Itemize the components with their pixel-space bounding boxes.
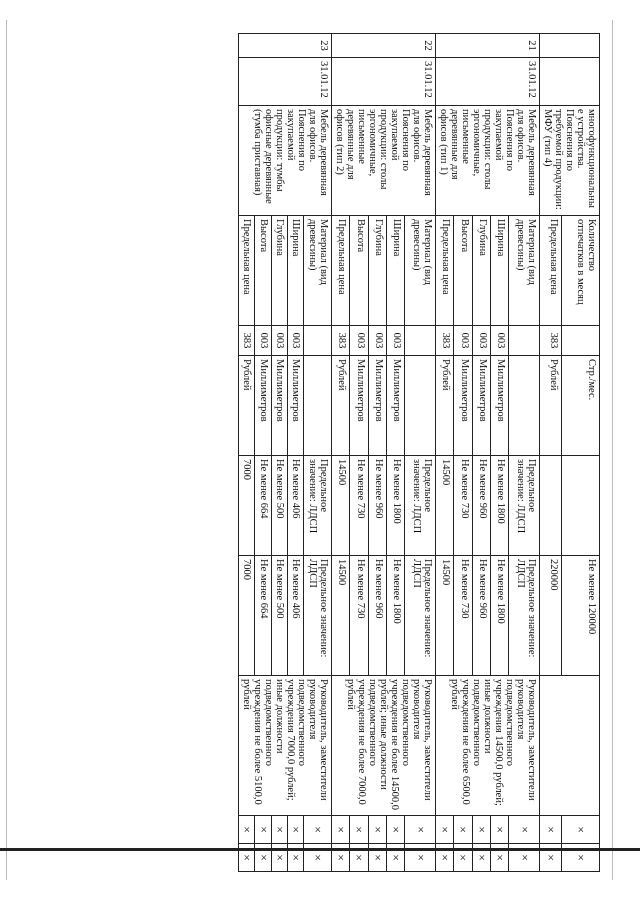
value-approved-cell: Не менее 960 — [368, 456, 386, 556]
mark-cell: × — [332, 816, 350, 844]
value-limit-cell: Не менее 730 — [350, 556, 368, 676]
unit-cell: Миллиметров — [255, 356, 271, 456]
unit-cell: Миллиметров — [490, 356, 508, 456]
unit-cell — [405, 356, 436, 456]
mark-cell: × — [405, 816, 436, 844]
mark-cell: × — [540, 816, 562, 844]
okei-code-cell: 003 — [490, 326, 508, 356]
mark-cell: × — [490, 844, 508, 872]
value-approved-cell: Не менее 960 — [472, 456, 490, 556]
row-number-cell: 21 — [436, 34, 540, 58]
characteristic-cell: Материал (вид древесины) — [304, 216, 332, 326]
value-limit-cell: 7000 — [239, 556, 255, 676]
mark-cell: × — [386, 844, 404, 872]
value-limit-cell: Предельное значение: ЛДСП — [304, 556, 332, 676]
mark-cell: × — [368, 816, 386, 844]
value-approved-cell: Не менее 730 — [350, 456, 368, 556]
okei-code-cell: 003 — [350, 326, 368, 356]
mark-cell: × — [454, 816, 472, 844]
value-approved-cell: Предельное значение: ЛДСП — [304, 456, 332, 556]
unit-cell: Стр./мес. — [562, 356, 600, 456]
okei-code-cell — [304, 326, 332, 356]
mark-cell: × — [562, 844, 600, 872]
mark-cell: × — [490, 816, 508, 844]
value-limit-cell: Не менее 1800 — [386, 556, 404, 676]
value-limit-cell: Не менее 730 — [454, 556, 472, 676]
table-row — [405, 34, 436, 872]
characteristic-cell: Высота — [255, 216, 271, 326]
mark-cell: × — [288, 844, 304, 872]
value-limit-cell: Не менее 406 — [288, 556, 304, 676]
table-row — [562, 34, 600, 872]
mark-cell: × — [436, 844, 454, 872]
characteristic-cell: Высота — [350, 216, 368, 326]
characteristic-cell: Материал (вид древесины) — [405, 216, 436, 326]
value-approved-cell: 14500 — [332, 456, 350, 556]
mark-cell: × — [271, 816, 287, 844]
position-note-cell: Руководитель, заместители руководителя подведомственного учреждения 14500,0 рублей; иные должности подведомственного учреждения не более 6500,0 рублей — [436, 676, 540, 816]
okei-code-cell — [509, 326, 540, 356]
mark-cell: × — [405, 844, 436, 872]
row-number-cell: 23 — [239, 34, 332, 58]
okei-code-cell — [562, 326, 600, 356]
value-limit-cell: 14500 — [436, 556, 454, 676]
mark-cell: × — [255, 844, 271, 872]
value-approved-cell — [562, 456, 600, 556]
mark-cell: × — [271, 844, 287, 872]
requirements-table — [238, 33, 600, 872]
unit-cell: Миллиметров — [271, 356, 287, 456]
row-number-cell: 22 — [332, 34, 436, 58]
mark-cell: × — [509, 816, 540, 844]
mark-cell: × — [350, 844, 368, 872]
characteristic-cell: Ширина — [386, 216, 404, 326]
mark-cell: × — [239, 844, 255, 872]
okei-code-cell: 003 — [472, 326, 490, 356]
item-description-cell: многофункциональные устройства. Пояснения по требуемой продукции: МФУ (тип 4) — [540, 106, 600, 216]
value-approved-cell: Не менее 500 — [271, 456, 287, 556]
characteristic-cell: Глубина — [271, 216, 287, 326]
value-approved-cell: Не менее 1800 — [386, 456, 404, 556]
okei-code-cell: 383 — [239, 326, 255, 356]
mark-cell: × — [304, 844, 332, 872]
characteristic-cell: Материал (вид древесины) — [509, 216, 540, 326]
value-limit-cell: Не менее 960 — [472, 556, 490, 676]
unit-cell: Рублей — [540, 356, 562, 456]
scan-bottom-bar — [0, 848, 640, 851]
okpd-code-cell: 31.01.12 — [332, 58, 436, 106]
okei-code-cell: 003 — [386, 326, 404, 356]
item-description-cell: Мебель деревянная для офисов. Пояснения по закупаемой продукции: столы эргономичные, письменные деревянные для офисов (тип 2) — [332, 106, 436, 216]
unit-cell: Миллиметров — [472, 356, 490, 456]
position-note-cell: Руководитель, заместители руководителя подведомственного учреждения не более 14500,0 рублей; иные должности подведомственного учреждения не более 7000,0 рублей — [332, 676, 436, 816]
unit-cell: Миллиметров — [386, 356, 404, 456]
okei-code-cell: 383 — [436, 326, 454, 356]
characteristic-cell: Количество отпечатков в месяц — [562, 216, 600, 326]
table-row — [304, 34, 332, 872]
value-limit-cell: Не менее 120000 — [562, 556, 600, 676]
mark-cell: × — [332, 844, 350, 872]
scan-edge-right — [612, 20, 613, 880]
mark-cell: × — [304, 816, 332, 844]
characteristic-cell: Предельная цена — [540, 216, 562, 326]
position-note-cell: Руководитель, заместители руководителя подведомственного учреждения 7000,0 рублей; иные должности подведомственного учреждения не более 5100,0 рублей — [239, 676, 332, 816]
value-limit-cell: Предельное значение: ЛДСП — [405, 556, 436, 676]
unit-cell: Рублей — [239, 356, 255, 456]
mark-cell: × — [386, 816, 404, 844]
okei-code-cell: 383 — [540, 326, 562, 356]
characteristic-cell: Предельная цена — [239, 216, 255, 326]
okpd-code-cell: 31.01.12 — [239, 58, 332, 106]
value-approved-cell: 7000 — [239, 456, 255, 556]
characteristic-cell: Глубина — [472, 216, 490, 326]
value-approved-cell: Не менее 1800 — [490, 456, 508, 556]
mark-cell: × — [562, 816, 600, 844]
okpd-code-cell: 31.01.12 — [436, 58, 540, 106]
table-row — [509, 34, 540, 872]
unit-cell — [304, 356, 332, 456]
rotated-document-table — [40, 33, 600, 871]
value-limit-cell: 14500 — [332, 556, 350, 676]
item-description-cell: Мебель деревянная для офисов. Пояснения по закупаемой продукции: столы эргономичные, письменные деревянные для офисов (тип 1) — [436, 106, 540, 216]
characteristic-cell: Предельная цена — [436, 216, 454, 326]
mark-cell: × — [368, 844, 386, 872]
okei-code-cell: 003 — [288, 326, 304, 356]
unit-cell — [509, 356, 540, 456]
characteristic-cell: Предельная цена — [332, 216, 350, 326]
mark-cell: × — [509, 844, 540, 872]
mark-cell: × — [288, 816, 304, 844]
unit-cell: Миллиметров — [288, 356, 304, 456]
unit-cell: Миллиметров — [368, 356, 386, 456]
mark-cell: × — [255, 816, 271, 844]
okei-code-cell: 003 — [271, 326, 287, 356]
unit-cell: Миллиметров — [454, 356, 472, 456]
okpd-code-cell — [540, 58, 600, 106]
mark-cell: × — [472, 844, 490, 872]
unit-cell: Миллиметров — [350, 356, 368, 456]
characteristic-cell: Высота — [454, 216, 472, 326]
characteristic-cell: Глубина — [368, 216, 386, 326]
okei-code-cell: 383 — [332, 326, 350, 356]
value-limit-cell: Не менее 960 — [368, 556, 386, 676]
okei-code-cell — [405, 326, 436, 356]
mark-cell: × — [454, 844, 472, 872]
value-approved-cell: Не менее 730 — [454, 456, 472, 556]
value-approved-cell: Не менее 664 — [255, 456, 271, 556]
mark-cell: × — [540, 844, 562, 872]
value-limit-cell: Не менее 1800 — [490, 556, 508, 676]
scan-edge-left — [6, 20, 7, 880]
mark-cell: × — [350, 816, 368, 844]
characteristic-cell: Ширина — [490, 216, 508, 326]
okei-code-cell: 003 — [454, 326, 472, 356]
row-number-cell — [540, 34, 600, 58]
value-approved-cell: Предельное значение: ЛДСП — [405, 456, 436, 556]
mark-cell: × — [239, 816, 255, 844]
mark-cell: × — [472, 816, 490, 844]
value-limit-cell: Предельное значение: ЛДСП — [509, 556, 540, 676]
position-note-cell — [540, 676, 600, 816]
characteristic-cell: Ширина — [288, 216, 304, 326]
value-limit-cell: Не менее 664 — [255, 556, 271, 676]
value-approved-cell: 14500 — [436, 456, 454, 556]
value-approved-cell: Не менее 406 — [288, 456, 304, 556]
mark-cell: × — [436, 816, 454, 844]
unit-cell: Рублей — [332, 356, 350, 456]
value-limit-cell: Не менее 500 — [271, 556, 287, 676]
value-approved-cell — [540, 456, 562, 556]
value-approved-cell: Предельное значение: ЛДСП — [509, 456, 540, 556]
item-description-cell: Мебель деревянная для офисов. Пояснения по закупаемой продукции: тумбы офисные деревянные (тумба приставная) — [239, 106, 332, 216]
okei-code-cell: 003 — [255, 326, 271, 356]
unit-cell: Рублей — [436, 356, 454, 456]
okei-code-cell: 003 — [368, 326, 386, 356]
value-limit-cell: 220000 — [540, 556, 562, 676]
